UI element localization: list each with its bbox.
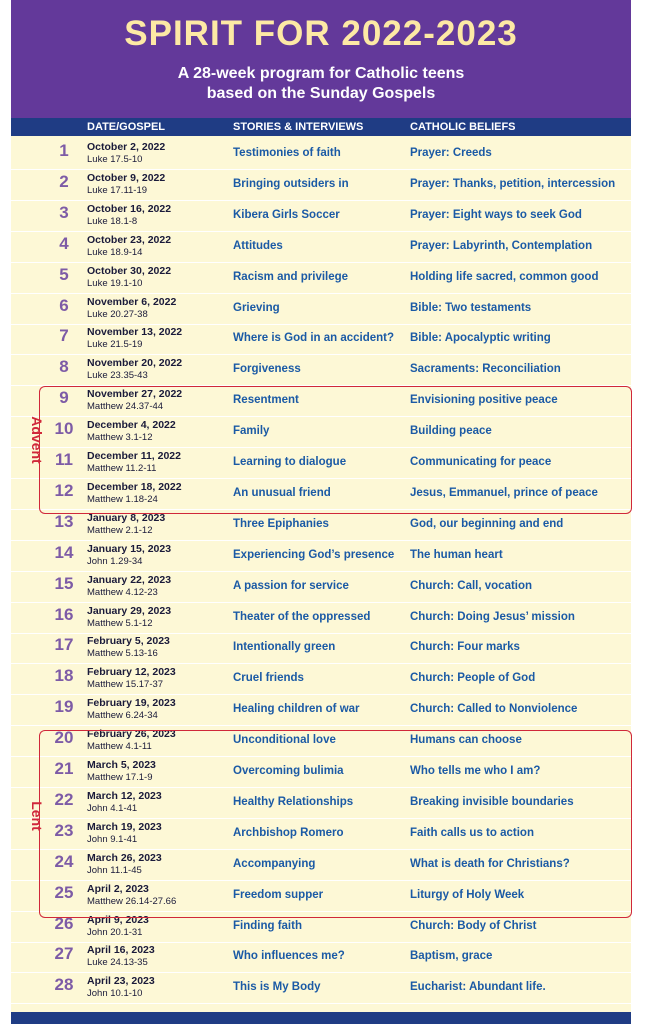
row-story: Intentionally green (233, 641, 336, 654)
page-title: SPIRIT FOR 2022-2023 (124, 14, 518, 53)
row-gospel: Matthew 26.14-27.66 (87, 895, 177, 907)
week-number: 25 (54, 882, 74, 902)
table-row (11, 169, 631, 201)
row-story: Testimonies of faith (233, 147, 341, 159)
row-date: March 12, 2023 (87, 789, 162, 802)
week-number: 27 (54, 944, 74, 964)
table-row (11, 323, 631, 355)
advent-box (49, 386, 632, 514)
row-gospel: Luke 18.9-14 (87, 246, 143, 258)
week-number: 8 (59, 357, 69, 377)
row-story: Learning to dialogue (233, 456, 347, 468)
week-number: 16 (54, 604, 74, 624)
week-number: 13 (54, 511, 74, 531)
row-date: October 23, 2022 (87, 233, 172, 246)
row-date: November 27, 2022 (87, 388, 183, 401)
row-story: Three Epiphanies (233, 517, 329, 530)
row-story: Who influences me? (233, 950, 345, 963)
row-belief: Church: People of God (410, 672, 536, 685)
row-gospel: Matthew 1.18-24 (87, 493, 158, 505)
week-number: 17 (54, 635, 74, 655)
row-belief: God, our beginning and end (410, 517, 564, 530)
column-header-stories: STORIES & INTERVIEWS (233, 121, 364, 133)
row-story: An unusual friend (233, 486, 331, 499)
week-number: 12 (54, 480, 74, 500)
row-gospel: Matthew 4.12-23 (87, 586, 158, 598)
week-number: 22 (54, 789, 74, 809)
advent-label: Advent (29, 416, 45, 464)
row-gospel: John 1.29-34 (87, 555, 143, 567)
row-gospel: John 20.1-31 (87, 926, 143, 938)
row-story: Racism and privilege (233, 270, 349, 283)
row-belief: What is death for Christians? (410, 857, 570, 870)
row-date: November 20, 2022 (87, 357, 183, 370)
table-row (11, 354, 631, 386)
row-gospel: Luke 20.27-38 (87, 308, 148, 320)
row-belief: Building peace (410, 425, 492, 438)
row-date: April 2, 2023 (87, 882, 149, 895)
row-belief: Holding life sacred, common good (410, 270, 599, 283)
week-number: 14 (54, 542, 74, 562)
schedule-page (11, 0, 631, 1024)
table-row (11, 941, 631, 973)
row-belief: Church: Doing Jesus’ mission (410, 610, 575, 623)
row-belief: Liturgy of Holy Week (410, 888, 525, 901)
header-banner (11, 0, 631, 118)
row-date: November 13, 2022 (87, 326, 183, 339)
week-number: 11 (55, 450, 73, 469)
row-date: December 4, 2022 (87, 419, 176, 432)
table-row (11, 602, 631, 634)
week-number: 23 (54, 820, 74, 840)
row-gospel: John 9.1-41 (87, 833, 138, 845)
row-story: Experiencing God’s presence (233, 548, 395, 561)
row-belief: Faith calls us to action (410, 826, 534, 839)
row-story: Finding faith (233, 919, 302, 932)
row-gospel: Matthew 2.1-12 (87, 524, 153, 536)
row-story: Unconditional love (233, 734, 336, 747)
row-belief: Prayer: Labyrinth, Contemplation (410, 239, 593, 252)
table-row (11, 138, 631, 170)
row-date: February 26, 2023 (87, 728, 176, 741)
row-gospel: John 4.1-41 (87, 802, 138, 814)
table-row (11, 540, 631, 572)
week-number: 10 (54, 419, 74, 439)
row-belief: Eucharist: Abundant life. (410, 981, 546, 994)
lent-box (49, 730, 632, 918)
row-date: March 5, 2023 (87, 759, 156, 771)
week-number: 2 (59, 171, 69, 191)
week-number: 19 (54, 697, 74, 717)
row-gospel: Luke 18.1-8 (87, 215, 138, 227)
row-date: November 6, 2022 (87, 295, 177, 308)
row-belief: Church: Called to Nonviolence (410, 703, 578, 716)
row-gospel: Matthew 6.24-34 (87, 710, 158, 722)
row-gospel: John 11.1-45 (87, 864, 142, 876)
row-date: March 26, 2023 (87, 851, 162, 864)
row-story: Freedom supper (233, 888, 324, 901)
week-number: 5 (59, 264, 69, 284)
row-story: Cruel friends (233, 672, 304, 685)
row-belief: Prayer: Thanks, petition, intercession (410, 177, 616, 190)
column-header-bar (11, 118, 631, 136)
table-row (11, 231, 631, 263)
row-gospel: Luke 24.13-35 (87, 957, 148, 969)
row-story: Theater of the oppressed (233, 610, 371, 623)
row-story: Healing children of war (233, 703, 360, 716)
row-story: Family (233, 425, 270, 438)
row-belief: Bible: Apocalyptic writing (410, 332, 551, 345)
table-row (11, 571, 631, 603)
week-number: 26 (54, 913, 74, 933)
subtitle-line-1: A 28-week program for Catholic teens (177, 65, 465, 82)
row-gospel: Luke 19.1-10 (87, 277, 143, 289)
row-belief: Who tells me who I am? (410, 765, 541, 777)
row-date: October 9, 2022 (87, 171, 166, 184)
week-number: 6 (59, 295, 69, 315)
row-date: April 9, 2023 (87, 913, 149, 926)
row-date: December 18, 2022 (87, 480, 182, 493)
table-row (11, 663, 631, 695)
table-row (11, 972, 631, 1004)
row-date: October 16, 2022 (87, 202, 172, 215)
row-gospel: Luke 17.11-19 (87, 184, 148, 196)
row-gospel: Luke 23.35-43 (87, 370, 148, 382)
footer-bar (11, 1012, 631, 1024)
row-belief: Humans can choose (410, 734, 522, 747)
week-number: 28 (54, 975, 74, 995)
row-gospel: Matthew 4.1-11 (87, 741, 152, 753)
row-belief: Prayer: Creeds (410, 147, 492, 159)
row-belief: Envisioning positive peace (410, 394, 558, 407)
row-gospel: Luke 17.5-10 (87, 154, 143, 165)
row-gospel: Matthew 24.37-44 (87, 401, 164, 413)
lent-label: Lent (29, 801, 45, 831)
row-belief: The human heart (410, 548, 503, 561)
row-date: February 19, 2023 (87, 697, 176, 710)
row-story: Archbishop Romero (233, 826, 344, 839)
row-story: This is My Body (233, 981, 321, 994)
row-date: October 30, 2022 (87, 264, 172, 277)
row-date: January 22, 2023 (87, 573, 172, 586)
row-story: Kibera Girls Soccer (233, 208, 340, 221)
table-row (11, 632, 631, 664)
row-belief: Jesus, Emmanuel, prince of peace (410, 486, 598, 499)
row-story: Where is God in an accident? (233, 332, 395, 345)
row-story: Overcoming bulimia (233, 765, 344, 777)
week-number: 18 (54, 666, 74, 686)
table-row (11, 694, 631, 726)
row-belief: Breaking invisible boundaries (410, 795, 574, 808)
row-belief: Church: Body of Christ (410, 919, 537, 932)
week-number: 7 (59, 326, 69, 346)
row-gospel: John 10.1-10 (87, 988, 143, 1000)
row-date: October 2, 2022 (87, 141, 166, 153)
week-number: 24 (54, 851, 74, 871)
row-gospel: Matthew 11.2-11 (87, 463, 157, 474)
row-story: A passion for service (233, 579, 349, 592)
row-date: February 12, 2023 (87, 666, 176, 679)
week-number: 20 (54, 728, 74, 748)
row-date: January 8, 2023 (87, 511, 166, 524)
row-gospel: Matthew 17.1-9 (87, 772, 153, 783)
row-story: Healthy Relationships (233, 795, 354, 808)
week-number: 21 (54, 759, 74, 778)
row-belief: Baptism, grace (410, 950, 493, 963)
week-number: 15 (54, 573, 74, 593)
table-row (11, 200, 631, 232)
row-belief: Prayer: Eight ways to seek God (410, 208, 582, 221)
row-story: Attitudes (233, 239, 283, 252)
week-number: 1 (59, 141, 69, 160)
row-date: March 19, 2023 (87, 820, 162, 833)
row-belief: Communicating for peace (410, 456, 552, 468)
row-date: January 15, 2023 (87, 542, 172, 555)
table-row (11, 293, 631, 325)
column-header-date: DATE/GOSPEL (87, 121, 166, 133)
row-story: Accompanying (233, 857, 316, 870)
week-number: 9 (59, 388, 69, 408)
row-gospel: Matthew 5.13-16 (87, 648, 158, 660)
row-date: December 11, 2022 (87, 450, 181, 462)
row-gospel: Luke 21.5-19 (87, 339, 143, 351)
row-gospel: Matthew 5.1-12 (87, 617, 153, 629)
row-gospel: Matthew 3.1-12 (87, 432, 153, 444)
row-story: Forgiveness (233, 363, 301, 376)
row-gospel: Matthew 15.17-37 (87, 679, 164, 691)
subtitle-line-2: based on the Sunday Gospels (206, 85, 436, 102)
row-story: Resentment (233, 394, 299, 407)
row-belief: Sacraments: Reconciliation (410, 363, 561, 376)
row-story: Grieving (233, 301, 280, 314)
page-subtitle (11, 64, 631, 104)
week-number: 4 (59, 233, 69, 253)
row-belief: Church: Call, vocation (410, 579, 533, 592)
row-date: January 29, 2023 (87, 604, 172, 617)
week-number: 3 (59, 202, 69, 222)
row-belief: Church: Four marks (410, 641, 520, 654)
row-date: February 5, 2023 (87, 635, 170, 648)
row-date: April 16, 2023 (87, 944, 155, 957)
row-belief: Bible: Two testaments (410, 301, 532, 314)
row-date: April 23, 2023 (87, 975, 155, 988)
column-header-beliefs: CATHOLIC BELIEFS (410, 121, 516, 133)
table-row (11, 262, 631, 294)
row-story: Bringing outsiders in (233, 177, 349, 190)
